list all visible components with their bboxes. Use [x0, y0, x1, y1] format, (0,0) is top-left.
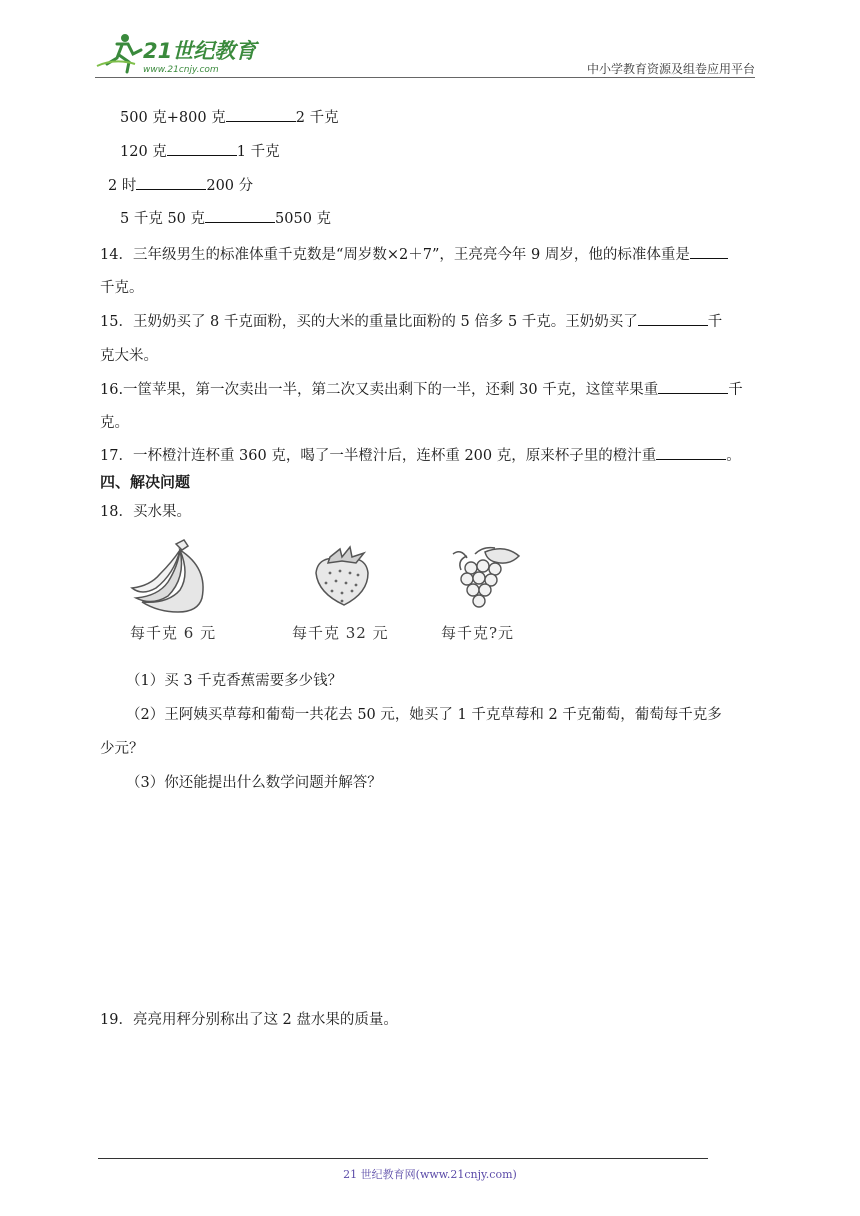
- compare-item-3: [108, 174, 253, 195]
- logo-url: www.21cnjy.com: [143, 65, 219, 75]
- page-footer: 21 世纪教育网(www.21cnjy.com): [343, 1168, 517, 1181]
- question-text: 千: [707, 314, 723, 330]
- footer-divider: [98, 1158, 708, 1159]
- compare-right: 1 千克: [236, 144, 280, 160]
- compare-left: 500 克+800 克: [120, 110, 226, 126]
- compare-right: 5050 克: [275, 211, 332, 227]
- question-16-cont: 克。: [100, 415, 129, 431]
- question-16: [100, 378, 743, 399]
- question-17: [100, 444, 741, 465]
- compare-left: 2 时: [108, 178, 137, 194]
- answer-blank[interactable]: [690, 257, 728, 259]
- strawberry-icon: [312, 545, 372, 607]
- question-14-cont: 千克。: [100, 280, 144, 296]
- grapes-icon: [447, 542, 523, 612]
- banana-icon: [128, 538, 218, 616]
- answer-blank[interactable]: [656, 458, 726, 460]
- compare-item-2: [120, 140, 280, 161]
- compare-right: 2 千克: [295, 110, 339, 126]
- question-text: 15．王奶奶买了 8 千克面粉，买的大米的重量比面粉的 5 倍多 5 千克。王奶奶买了: [100, 314, 638, 330]
- question-18-part-2: （2）王阿姨买草莓和葡萄一共花去 50 元，她买了 1 千克草莓和 2 千克葡萄，葡萄每千克多: [126, 707, 722, 723]
- question-18-title: 18．买水果。: [100, 504, 191, 520]
- question-15: [100, 310, 722, 331]
- answer-blank[interactable]: [136, 188, 206, 190]
- header-platform-text: 中小学教育资源及组卷应用平台: [586, 62, 755, 76]
- logo-text: 21世纪教育: [143, 39, 257, 63]
- compare-left: 120 克: [120, 144, 167, 160]
- section-heading: 四、解决问题: [100, 473, 191, 491]
- question-text: 17．一杯橙汁连杯重 360 克，喝了一半橙汁后，连杯重 200 克，原来杯子里的橙汁重: [100, 448, 657, 464]
- compare-left: 5 千克 50 克: [120, 211, 206, 227]
- question-text: 千: [728, 382, 743, 398]
- compare-right: 200 分: [206, 178, 254, 194]
- question-text: 16.一筐苹果，第一次卖出一半，第二次又卖出剩下的一半，还剩 30 千克，这筐苹果重: [100, 382, 659, 398]
- site-logo: [95, 30, 265, 76]
- question-text: 14．三年级男生的标准体重千克数是“周岁数×2＋7”，王亮亮今年 9 周岁，他的标准体重是: [100, 247, 690, 263]
- strawberry-price: 每千克 32 元: [292, 624, 389, 642]
- question-18-part-2-cont: 少元？: [100, 741, 144, 757]
- page-header: [95, 30, 755, 80]
- answer-blank[interactable]: [205, 221, 275, 223]
- answer-blank[interactable]: [638, 324, 708, 326]
- question-14: [100, 243, 728, 264]
- question-18-part-3: （3）你还能提出什么数学问题并解答？: [126, 775, 382, 791]
- banana-price: 每千克 6 元: [130, 624, 217, 642]
- question-15-cont: 克大米。: [100, 348, 158, 364]
- question-18-part-1: （1）买 3 千克香蕉需要多少钱？: [126, 673, 343, 689]
- compare-item-1: [120, 106, 339, 127]
- header-divider: [95, 77, 755, 78]
- compare-item-4: [120, 207, 331, 228]
- question-text: 。: [726, 448, 741, 464]
- answer-blank[interactable]: [226, 120, 296, 122]
- answer-blank[interactable]: [167, 154, 237, 156]
- answer-blank[interactable]: [658, 392, 728, 394]
- grape-price: 每千克?元: [441, 624, 515, 642]
- question-19-title: 19．亮亮用秤分别称出了这 2 盘水果的质量。: [100, 1012, 398, 1028]
